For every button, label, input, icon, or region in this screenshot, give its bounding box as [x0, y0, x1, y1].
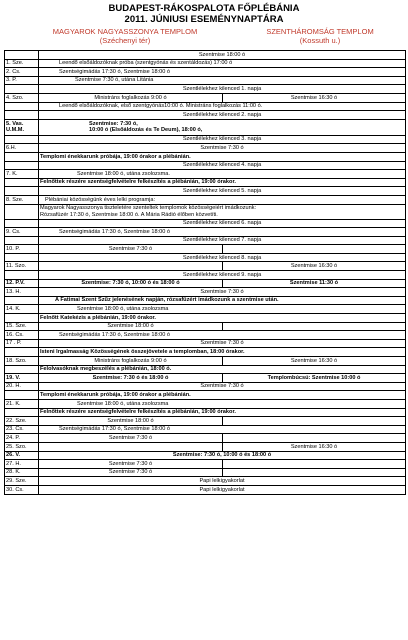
cell: Felnőttek részére szentségfelvételre felkészítés a plébánián, 19:00 órakor.: [39, 408, 406, 417]
day-cell: 1. Sze.: [5, 59, 39, 68]
table-row: [5, 161, 406, 170]
cell: Szentmise 7:30 ó: [39, 434, 223, 443]
table-row: [5, 170, 406, 179]
table-row: [5, 365, 406, 374]
mass-times-cont: 10:00 ó (Elsőáldozás és Te Deum), 18:00 ó,: [89, 127, 203, 134]
table-row: [5, 204, 406, 219]
cell: Papi lelkigyakorlat: [39, 485, 406, 494]
novena-cell: Szentlélekhez kilenced 7. napja: [39, 236, 406, 245]
day-cell: 25. Szo.: [5, 442, 39, 451]
day-cell: 7. K.: [5, 170, 39, 179]
table-row: [5, 152, 406, 161]
table-row: [5, 357, 406, 366]
cell: Szentmise 11:30 ó: [223, 279, 406, 288]
table-row: [5, 119, 406, 135]
novena-cell: Szentlélekhez kilenced 9. napja: [39, 271, 406, 280]
cell: Szentmise 7:30 ó: [39, 288, 406, 297]
novena-cell: Szentlélekhez kilenced 6. napja: [39, 219, 406, 228]
table-row: [5, 296, 406, 305]
table-row: [5, 178, 406, 187]
day-cell: 23. Cs.: [5, 425, 39, 434]
cell: Szentségimádás 17:30 ó, Szentmise 18:00 ó: [39, 331, 406, 340]
table-row: [5, 322, 406, 331]
day-cell: 3. P.: [5, 76, 39, 85]
day-cell: 8. Sze.: [5, 195, 39, 204]
cell: Szentmise 16:30 ó: [223, 93, 406, 102]
left-church-heading: [30, 27, 220, 45]
day-cell: 14. K.: [5, 305, 39, 314]
day-cell: 9. Cs.: [5, 228, 39, 237]
table-row: [5, 314, 406, 323]
day-cell: 10. P.: [5, 245, 39, 254]
cell: Szentmise 18:00 ó: [39, 51, 406, 60]
cell: Templombúcsú: Szentmise 10:00 ó: [223, 374, 406, 383]
cell: Ministráns foglalkozás 9:00 ó: [39, 93, 223, 102]
page-title: BUDAPEST-RÁKOSPALOTA FŐPLÉBÁNIA: [108, 3, 300, 14]
day-cell: 28. K.: [5, 468, 39, 477]
day-cell: 17 . P.: [5, 339, 39, 348]
cell: Templomi énekkarunk próbája, 19:00 órakor a plébánián.: [39, 152, 406, 161]
cell: Isteni Irgalmasság Közösségének összejövetele a templomban, 18:00 órakor.: [39, 348, 406, 357]
table-row: [5, 382, 406, 391]
table-row: [5, 485, 406, 494]
cell: Felnőttek részére szentségfelvételre felkészítés a plébánián, 19:00 órakor.: [39, 178, 406, 187]
table-row: [5, 111, 406, 120]
table-row: [5, 253, 406, 262]
day-cell: 12. P.V.: [5, 279, 39, 288]
cell: Plébániai közösségünk éves lelki programja:: [39, 195, 406, 204]
cell: Szentmise: 7:30 ó, 10:00 ó és 18:00 ó: [39, 279, 223, 288]
day-cell: 24. P.: [5, 434, 39, 443]
table-row: [5, 245, 406, 254]
cell: Szentmise 18:00 ó, utána zsolozsma.: [39, 170, 406, 179]
table-row: [5, 68, 406, 77]
table-row: [5, 279, 406, 288]
cell: Szentmise 18:00 ó: [39, 417, 223, 426]
novena-cell: Szentlélekhez kilenced 2. napja: [39, 111, 406, 120]
day-cell: 2. Cs.: [5, 68, 39, 77]
table-row: [5, 399, 406, 408]
cell: Szentmise 16:30 ó: [223, 357, 406, 366]
cell: Ministráns foglalkozás 9:00 ó: [39, 357, 223, 366]
cell: [39, 204, 406, 219]
novena-cell: Szentlélekhez kilenced 1. napja: [39, 85, 406, 94]
table-row: [5, 135, 406, 144]
cell: Szentmise 7:30 ó: [39, 382, 406, 391]
cell: Szentségimádás 17:30 ó, Szentmise 18:00 ó: [39, 228, 406, 237]
table-row: [5, 187, 406, 196]
cell: Szentmise 18:00 ó, utána zsolozsma: [39, 399, 406, 408]
table-row: [5, 425, 406, 434]
table-row: [5, 442, 406, 451]
day-cell: 22. Sze.: [5, 417, 39, 426]
table-row: [5, 144, 406, 153]
day-cell: 13. H.: [5, 288, 39, 297]
table-row: [5, 51, 406, 60]
table-row: [5, 477, 406, 486]
table-row: [5, 460, 406, 469]
mass-times: Szentmise: 7:30 ó,: [89, 120, 138, 127]
cell: Szentmise: 7:30 ó és 18:00 ó: [39, 374, 223, 383]
table-row: [5, 408, 406, 417]
left-church-location: (Széchenyi tér): [99, 36, 151, 45]
table-row: [5, 228, 406, 237]
cell: Szentmise 16:30 ó: [223, 442, 406, 451]
cell: Szentségimádás 17:30 ó, Szentmise 18:00 ó: [39, 68, 406, 77]
table-row: [5, 468, 406, 477]
right-church-name: SZENTHÁROMSÁG TEMPLOM: [266, 27, 374, 36]
day-cell: 16. Cs.: [5, 331, 39, 340]
cell: A Fatimai Szent Szűz jelenésének napján, rózsafüzért imádkozunk a szentmise után.: [39, 296, 406, 305]
cell: Szentmise 16:30 ó: [223, 262, 406, 271]
cell: Szentmise 7:30 ó: [39, 468, 223, 477]
table-row: [5, 85, 406, 94]
table-row: [5, 262, 406, 271]
cell: Felolvasóknak megbeszélés a plébánián, 18:00 ó.: [39, 365, 406, 374]
table-row: [5, 305, 406, 314]
table-row: [5, 219, 406, 228]
day-cell: 18. Szo.: [5, 357, 39, 366]
cell: Szentmise 7:30 ó: [39, 460, 223, 469]
cell: Szentségimádás 17:30 ó, Szentmise 18:00 ó: [39, 425, 406, 434]
day-cell: 6.H.: [5, 144, 39, 153]
table-row: [5, 331, 406, 340]
novena-cell: Szentlélekhez kilenced 8. napja: [39, 253, 406, 262]
table-row: [5, 236, 406, 245]
cell: [39, 119, 406, 135]
cell: Szentmise: 7:30 ó, 10:00 ó és 18:00 ó: [39, 451, 406, 460]
table-row: [5, 271, 406, 280]
page-subtitle: 2011. JÚNIUSI ESEMÉNYNAPTÁRA: [124, 14, 284, 25]
table-row: [5, 195, 406, 204]
table-row: [5, 417, 406, 426]
event-calendar-table: [4, 50, 406, 495]
day-cell: 11. Szo.: [5, 262, 39, 271]
cell: Papi lelkigyakorlat: [39, 477, 406, 486]
novena-cell: Szentlélekhez kilenced 5. napja: [39, 187, 406, 196]
cell: Felnőtt Katekézis a plébánián, 19:00 órakor.: [39, 314, 406, 323]
day-cell: 27. H.: [5, 460, 39, 469]
day-cell: 15. Sze.: [5, 322, 39, 331]
table-row: [5, 374, 406, 383]
cell: Szentmise 18:00 ó: [39, 322, 223, 331]
table-row: [5, 339, 406, 348]
table-row: [5, 348, 406, 357]
right-church-location: (Kossuth u.): [299, 36, 341, 45]
day-cell: 29. Sze.: [5, 477, 39, 486]
table-row: [5, 76, 406, 85]
program-text-cont: Rózsafüzér 17:30 ó, Szentmise 18:00 ó. A Mária Rádió élőben közvetíti.: [40, 211, 218, 218]
table-row: [5, 434, 406, 443]
day-cell: 30. Cs.: [5, 485, 39, 494]
day-cell: 5. Vas. U.M.M.: [5, 119, 39, 135]
table-row: [5, 102, 406, 111]
day-cell: 4. Szo.: [5, 93, 39, 102]
novena-cell: Szentlélekhez kilenced 4. napja: [39, 161, 406, 170]
table-row: [5, 93, 406, 102]
day-cell: 20. H.: [5, 382, 39, 391]
table-row: [5, 391, 406, 400]
cell: Szentmise 7:30 ó: [39, 144, 406, 153]
day-cell: 21. K.: [5, 399, 39, 408]
cell: Leendő elsőáldozóknak próba (szentgyónás és szentáldozás) 17:00 ó: [39, 59, 406, 68]
table-row: [5, 288, 406, 297]
cell: Leendő elsőáldozóknak, első szentgyónás10:00 ó. Ministráns foglalkozás 11:00 ó.: [39, 102, 406, 111]
novena-cell: Szentlélekhez kilenced 3. napja: [39, 135, 406, 144]
day-cell: 26. V.: [5, 451, 39, 460]
right-church-heading: [240, 27, 400, 45]
day-cell: 19. V.: [5, 374, 39, 383]
cell: Szentmise 7:30 ó: [39, 245, 223, 254]
program-text: Magyarok Nagyasszonya tiszteletére szenteltek templomok közösségeiért imádkozunk:: [40, 205, 257, 212]
table-row: [5, 451, 406, 460]
cell: Templomi énekkarunk próbája, 19:00 órakor a plébánián.: [39, 391, 406, 400]
table-row: [5, 59, 406, 68]
cell: Szentmise 7:30 ó, utána Litánia: [39, 76, 406, 85]
cell: Szentmise 7:30 ó: [39, 339, 406, 348]
left-church-name: MAGYAROK NAGYASSZONYA TEMPLOM: [52, 27, 198, 36]
cell: Szentmise 18:00 ó, utána zsolozsma: [39, 305, 406, 314]
